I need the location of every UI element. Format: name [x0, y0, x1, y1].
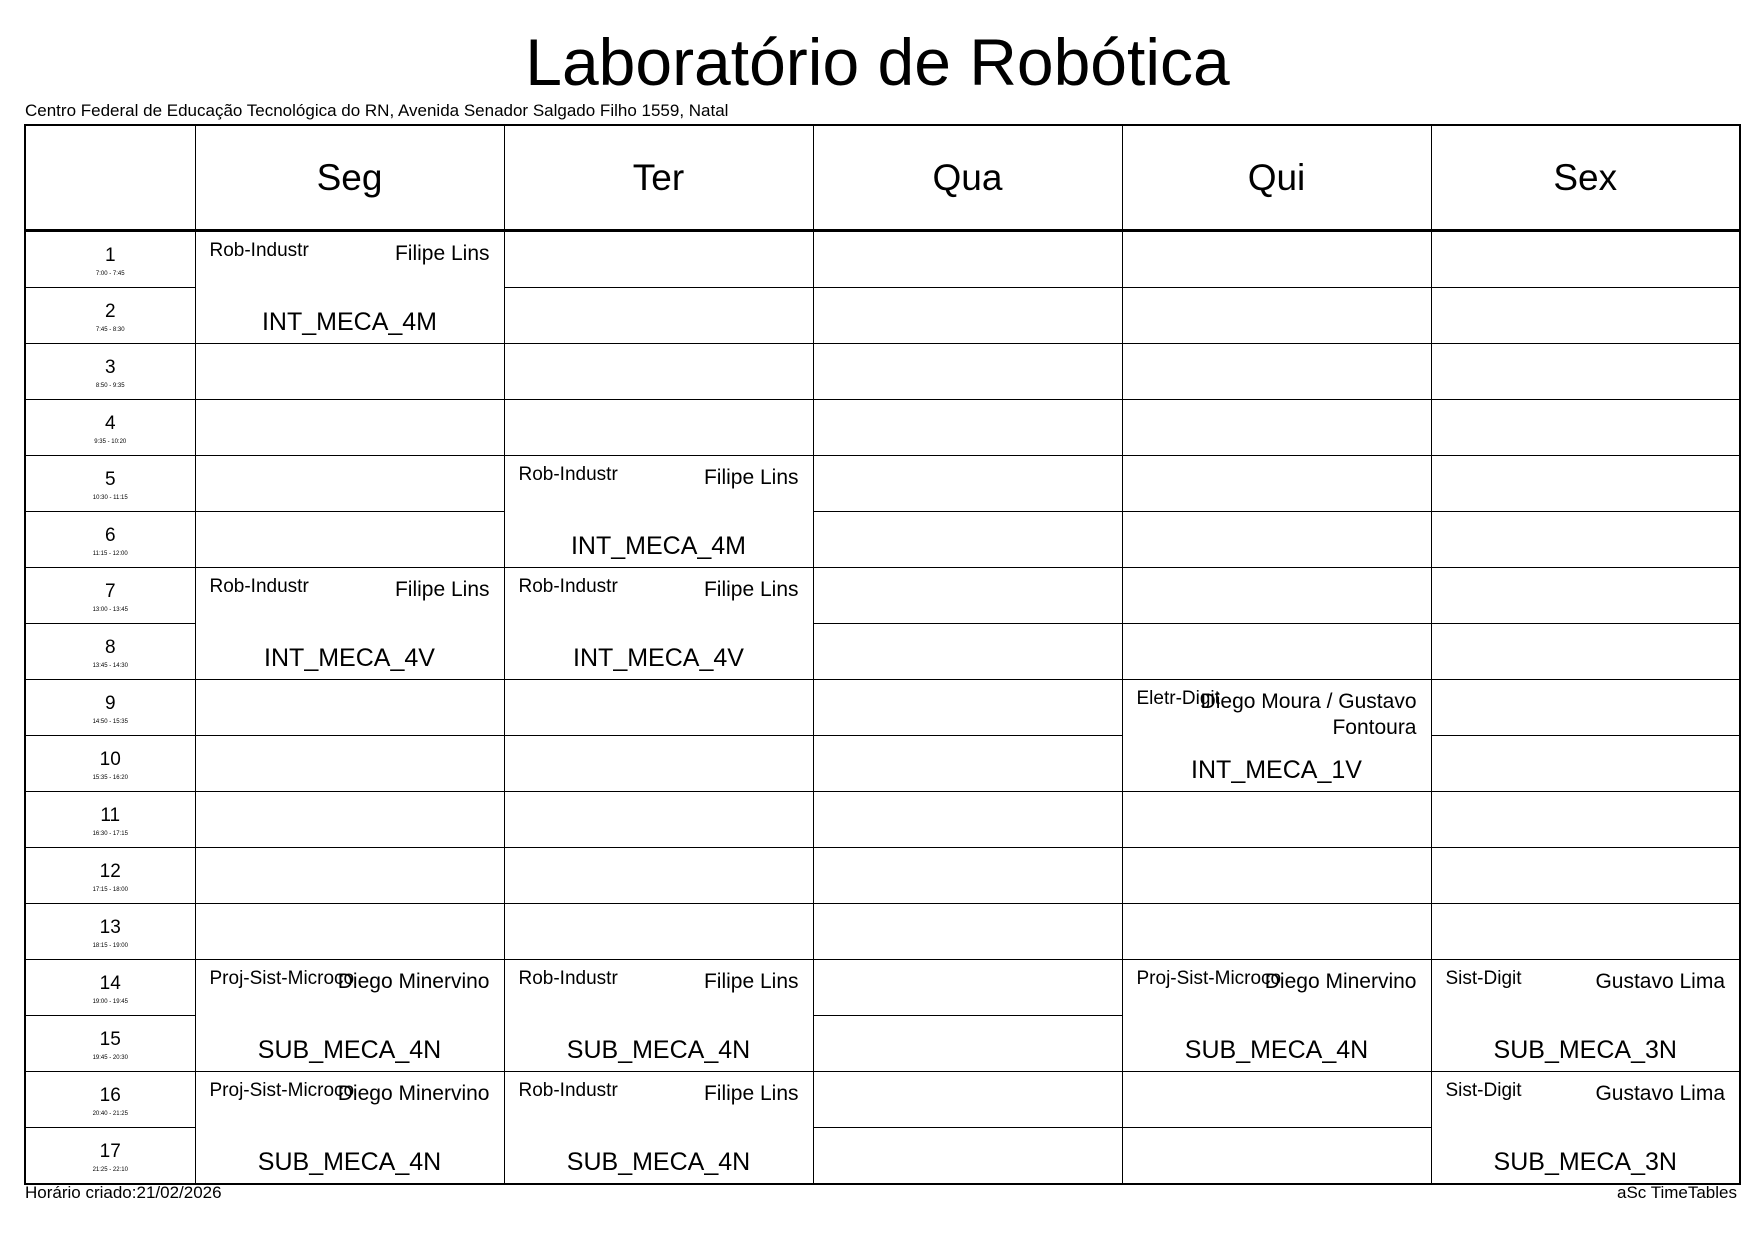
lesson-cell[interactable] [1431, 1072, 1740, 1185]
empty-slot [1122, 1072, 1431, 1128]
empty-slot [1431, 568, 1740, 624]
empty-slot [813, 792, 1122, 848]
empty-slot [813, 960, 1122, 1016]
period-cell [25, 792, 195, 848]
period-row [25, 848, 1740, 904]
empty-slot [1122, 568, 1431, 624]
empty-slot [813, 1128, 1122, 1185]
lesson-cell[interactable] [195, 568, 504, 680]
lesson-class: SUB_MECA_3N [1493, 1148, 1677, 1176]
lesson-subject: Rob-Industr [209, 240, 309, 261]
period-row [25, 792, 1740, 848]
period-number: 15 [99, 1029, 121, 1050]
period-row [25, 231, 1740, 288]
period-cell [25, 848, 195, 904]
day-header-sex: Sex [1431, 125, 1740, 231]
empty-slot [1122, 456, 1431, 512]
empty-slot [813, 1016, 1122, 1072]
lesson-class: SUB_MECA_4N [566, 1148, 751, 1176]
empty-slot [504, 288, 813, 344]
period-cell [25, 1128, 195, 1185]
lesson-cell[interactable] [1122, 960, 1431, 1072]
empty-slot [195, 512, 504, 568]
empty-slot [1431, 792, 1740, 848]
empty-slot [195, 736, 504, 792]
period-cell [25, 1016, 195, 1072]
period-number: 9 [104, 693, 116, 714]
period-time: 11:15 - 12:00 [92, 551, 128, 557]
empty-slot [195, 680, 504, 736]
empty-slot [1431, 512, 1740, 568]
lesson-teacher: Diego Minervino [337, 1082, 490, 1105]
lesson-subject: Proj-Sist-Microco [209, 1080, 355, 1101]
lesson-teacher: Diego Minervino [1264, 970, 1417, 993]
empty-slot [813, 680, 1122, 736]
empty-slot [1122, 792, 1431, 848]
period-row [25, 736, 1740, 792]
period-row [25, 512, 1740, 568]
empty-slot [813, 512, 1122, 568]
timetable-grid [24, 124, 1741, 1185]
lesson-teacher: Filipe Lins [703, 970, 799, 993]
empty-slot [1431, 904, 1740, 960]
period-time: 19:00 - 19:45 [92, 999, 128, 1005]
lesson-subject: Rob-Industr [518, 464, 618, 485]
empty-slot [504, 231, 813, 288]
empty-slot [504, 680, 813, 736]
lesson-subject: Rob-Industr [518, 1080, 618, 1101]
software-brand: aSc TimeTables [1617, 1183, 1737, 1202]
lesson-class: SUB_MECA_3N [1493, 1036, 1677, 1064]
empty-slot [813, 344, 1122, 400]
empty-slot [1431, 344, 1740, 400]
period-cell [25, 231, 195, 288]
period-number: 11 [100, 805, 121, 826]
lesson-teacher: Diego Minervino [337, 970, 490, 993]
empty-slot [195, 904, 504, 960]
lesson-cell[interactable] [504, 568, 813, 680]
empty-slot [1431, 736, 1740, 792]
empty-slot [1431, 680, 1740, 736]
day-header-ter: Ter [504, 125, 813, 231]
period-time: 10:30 - 11:15 [92, 495, 128, 501]
period-cell [25, 512, 195, 568]
empty-slot [1122, 288, 1431, 344]
empty-slot [1431, 288, 1740, 344]
lesson-class: SUB_MECA_4N [257, 1036, 442, 1064]
period-time: 13:45 - 14:30 [92, 663, 128, 669]
period-cell [25, 288, 195, 344]
period-number: 13 [99, 917, 121, 938]
period-time: 15:35 - 16:20 [92, 775, 128, 781]
lesson-cell[interactable] [504, 1072, 813, 1185]
lesson-subject: Proj-Sist-Microco [1136, 968, 1282, 989]
day-header-seg: Seg [195, 125, 504, 231]
period-number: 10 [99, 749, 121, 770]
empty-slot [1431, 848, 1740, 904]
period-row [25, 960, 1740, 1016]
empty-slot [504, 344, 813, 400]
period-number: 6 [104, 525, 116, 546]
school-address: Centro Federal de Educação Tecnológica do RN, Avenida Senador Salgado Filho 1559, Natal [25, 101, 729, 120]
period-time: 16:30 - 17:15 [92, 831, 128, 837]
lesson-subject: Rob-Industr [209, 576, 309, 597]
period-number: 17 [99, 1141, 121, 1162]
lesson-teacher: Filipe Lins [394, 578, 490, 601]
empty-slot [813, 1072, 1122, 1128]
lesson-teacher: Filipe Lins [703, 1082, 799, 1105]
period-time: 18:15 - 19:00 [92, 943, 128, 949]
empty-slot [813, 288, 1122, 344]
period-time: 9:35 - 10:20 [94, 439, 127, 445]
lesson-teacher: Filipe Lins [703, 466, 799, 489]
empty-slot [813, 231, 1122, 288]
lesson-subject: Sist-Digit [1445, 968, 1522, 989]
page-title: Laboratório de Robótica [525, 25, 1230, 99]
period-time: 13:00 - 13:45 [92, 607, 128, 613]
lesson-cell[interactable] [1431, 960, 1740, 1072]
period-cell [25, 736, 195, 792]
day-header-qui: Qui [1122, 125, 1431, 231]
lesson-class: INT_MECA_1V [1191, 756, 1362, 784]
period-cell [25, 904, 195, 960]
empty-slot [813, 456, 1122, 512]
period-number: 1 [104, 245, 116, 266]
period-time: 19:45 - 20:30 [92, 1055, 128, 1061]
lesson-class: INT_MECA_4M [261, 308, 438, 336]
lesson-cell[interactable] [195, 231, 504, 344]
period-time: 21:25 - 22:10 [92, 1167, 128, 1173]
period-number: 8 [104, 637, 116, 658]
day-header-qua: Qua [813, 125, 1122, 231]
period-number: 2 [104, 301, 116, 322]
period-time: 14:50 - 15:35 [92, 719, 128, 725]
period-row [25, 904, 1740, 960]
empty-slot [1122, 400, 1431, 456]
empty-slot [195, 400, 504, 456]
lesson-subject: Rob-Industr [518, 968, 618, 989]
period-time: 7:45 - 8:30 [95, 327, 125, 333]
period-time: 17:15 - 18:00 [92, 887, 128, 893]
lesson-teacher: Diego Moura / Gustavo Fontoura [1200, 690, 1417, 739]
empty-slot [813, 904, 1122, 960]
period-time: 7:00 - 7:45 [95, 271, 125, 277]
day-header-row [25, 125, 1740, 231]
period-number: 3 [104, 357, 116, 378]
lesson-teacher: Gustavo Lima [1595, 1082, 1725, 1105]
period-cell [25, 624, 195, 680]
lesson-subject: Sist-Digit [1445, 1080, 1522, 1101]
period-row [25, 680, 1740, 736]
corner-cell [25, 125, 195, 231]
lesson-cell[interactable] [504, 960, 813, 1072]
period-number: 5 [104, 469, 116, 490]
period-row [25, 568, 1740, 624]
empty-slot [504, 904, 813, 960]
empty-slot [1431, 624, 1740, 680]
empty-slot [504, 792, 813, 848]
empty-slot [1431, 400, 1740, 456]
empty-slot [813, 568, 1122, 624]
lesson-subject: Rob-Industr [518, 576, 618, 597]
period-cell [25, 568, 195, 624]
lesson-class: INT_MECA_4V [573, 644, 744, 672]
lesson-subject: Eletr-Digit [1136, 688, 1220, 709]
period-time: 8:50 - 9:35 [95, 383, 125, 389]
period-row [25, 344, 1740, 400]
period-row [25, 456, 1740, 512]
empty-slot [1122, 512, 1431, 568]
period-row [25, 400, 1740, 456]
empty-slot [195, 792, 504, 848]
lesson-class: SUB_MECA_4N [1184, 1036, 1369, 1064]
lesson-cell[interactable] [504, 456, 813, 568]
period-number: 14 [99, 973, 121, 994]
period-cell [25, 456, 195, 512]
period-time: 20:40 - 21:25 [92, 1111, 128, 1117]
lesson-subject: Proj-Sist-Microco [209, 968, 355, 989]
period-cell [25, 680, 195, 736]
empty-slot [1122, 344, 1431, 400]
lesson-cell[interactable] [1122, 680, 1431, 792]
lesson-teacher: Filipe Lins [703, 578, 799, 601]
period-number: 4 [104, 413, 116, 434]
empty-slot [813, 736, 1122, 792]
lesson-cell[interactable] [195, 1072, 504, 1185]
empty-slot [1431, 231, 1740, 288]
period-cell [25, 400, 195, 456]
lesson-cell[interactable] [195, 960, 504, 1072]
period-cell [25, 1072, 195, 1128]
empty-slot [813, 400, 1122, 456]
empty-slot [195, 848, 504, 904]
empty-slot [504, 400, 813, 456]
empty-slot [504, 848, 813, 904]
empty-slot [504, 736, 813, 792]
created-date: Horário criado:21/02/2026 [25, 1183, 222, 1202]
empty-slot [1122, 848, 1431, 904]
lesson-class: INT_MECA_4M [570, 532, 747, 560]
period-number: 7 [104, 581, 116, 602]
period-cell [25, 960, 195, 1016]
period-row [25, 1072, 1740, 1128]
period-cell [25, 344, 195, 400]
empty-slot [813, 624, 1122, 680]
period-number: 12 [99, 861, 121, 882]
lesson-class: INT_MECA_4V [264, 644, 435, 672]
empty-slot [1431, 456, 1740, 512]
lesson-class: SUB_MECA_4N [566, 1036, 751, 1064]
empty-slot [195, 344, 504, 400]
lesson-teacher: Gustavo Lima [1595, 970, 1725, 993]
empty-slot [1122, 1128, 1431, 1185]
empty-slot [1122, 231, 1431, 288]
empty-slot [813, 848, 1122, 904]
lesson-teacher: Filipe Lins [394, 242, 490, 265]
lesson-class: SUB_MECA_4N [257, 1148, 442, 1176]
empty-slot [195, 456, 504, 512]
period-number: 16 [99, 1085, 121, 1106]
empty-slot [1122, 904, 1431, 960]
empty-slot [1122, 624, 1431, 680]
